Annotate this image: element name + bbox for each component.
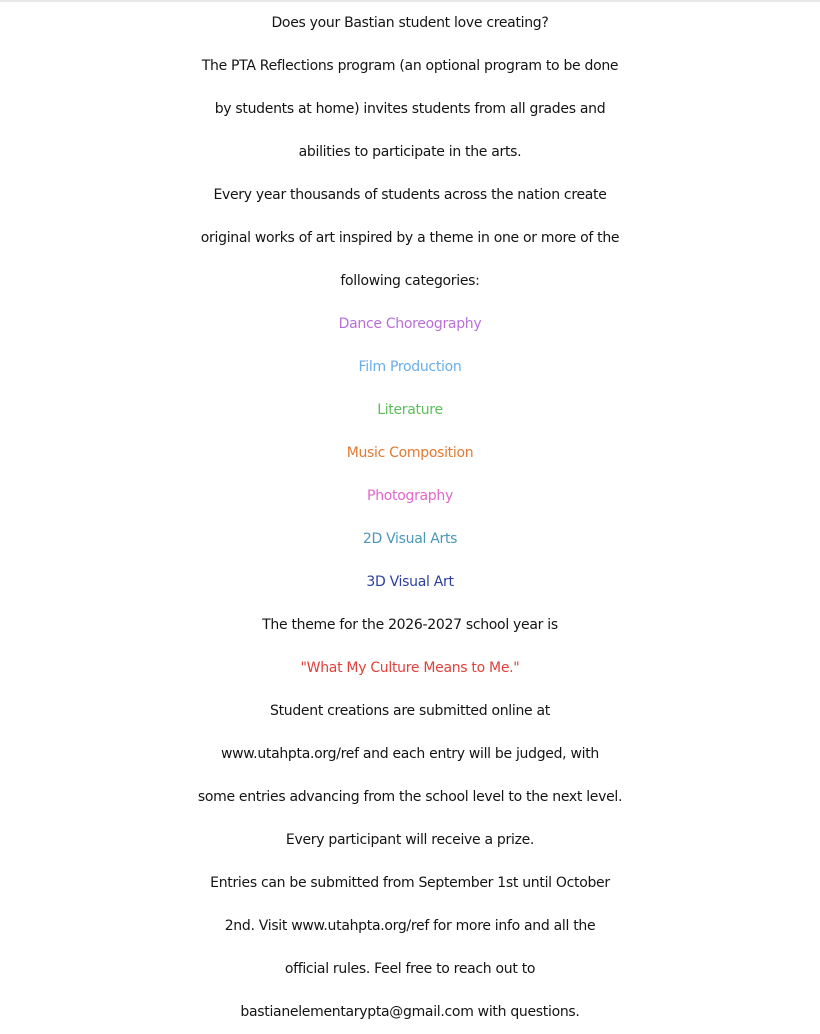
intro-line: Does your Bastian student love creating? <box>271 15 549 31</box>
intro-line: by students at home) invites students from all grades and <box>214 101 606 117</box>
intro-line: Every year thousands of students across the nation create <box>213 187 607 203</box>
category-literature: Literature <box>377 402 443 418</box>
category-list <box>0 303 820 604</box>
intro-line: abilities to participate in the arts. <box>298 144 522 160</box>
intro-paragraph <box>0 2 820 303</box>
details-line: some entries advancing from the school level to the next level. <box>197 789 623 805</box>
details-line: www.utahpta.org/ref and each entry will be judged, with <box>221 746 599 762</box>
details-line: Entries can be submitted from September 1st until October <box>210 875 610 891</box>
category-3d-visual-art: 3D Visual Art <box>366 574 454 590</box>
intro-line: original works of art inspired by a theme in one or more of the <box>200 230 620 246</box>
category-2d-visual-arts: 2D Visual Arts <box>362 531 458 547</box>
details-line: Every participant will receive a prize. <box>285 832 535 848</box>
category-photography: Photography <box>367 488 453 504</box>
theme-intro: The theme for the 2026-2027 school year is <box>262 617 558 633</box>
details-line: bastianelementarypta@gmail.com with questions. <box>240 1004 580 1020</box>
intro-line: The PTA Reflections program (an optional program to be done <box>201 58 619 74</box>
theme-section <box>0 604 820 690</box>
details-line: Student creations are submitted online at <box>270 703 550 719</box>
category-dance-choreography: Dance Choreography <box>338 316 482 332</box>
category-music-composition: Music Composition <box>346 445 474 461</box>
details-line: 2nd. Visit www.utahpta.org/ref for more info and all the <box>224 918 596 934</box>
intro-line: following categories: <box>340 273 480 289</box>
top-divider <box>0 0 820 2</box>
theme-title: "What My Culture Means to Me." <box>300 660 520 676</box>
details-line: official rules. Feel free to reach out to <box>284 961 536 977</box>
category-film-production: Film Production <box>358 359 462 375</box>
details-paragraph <box>0 690 820 1034</box>
